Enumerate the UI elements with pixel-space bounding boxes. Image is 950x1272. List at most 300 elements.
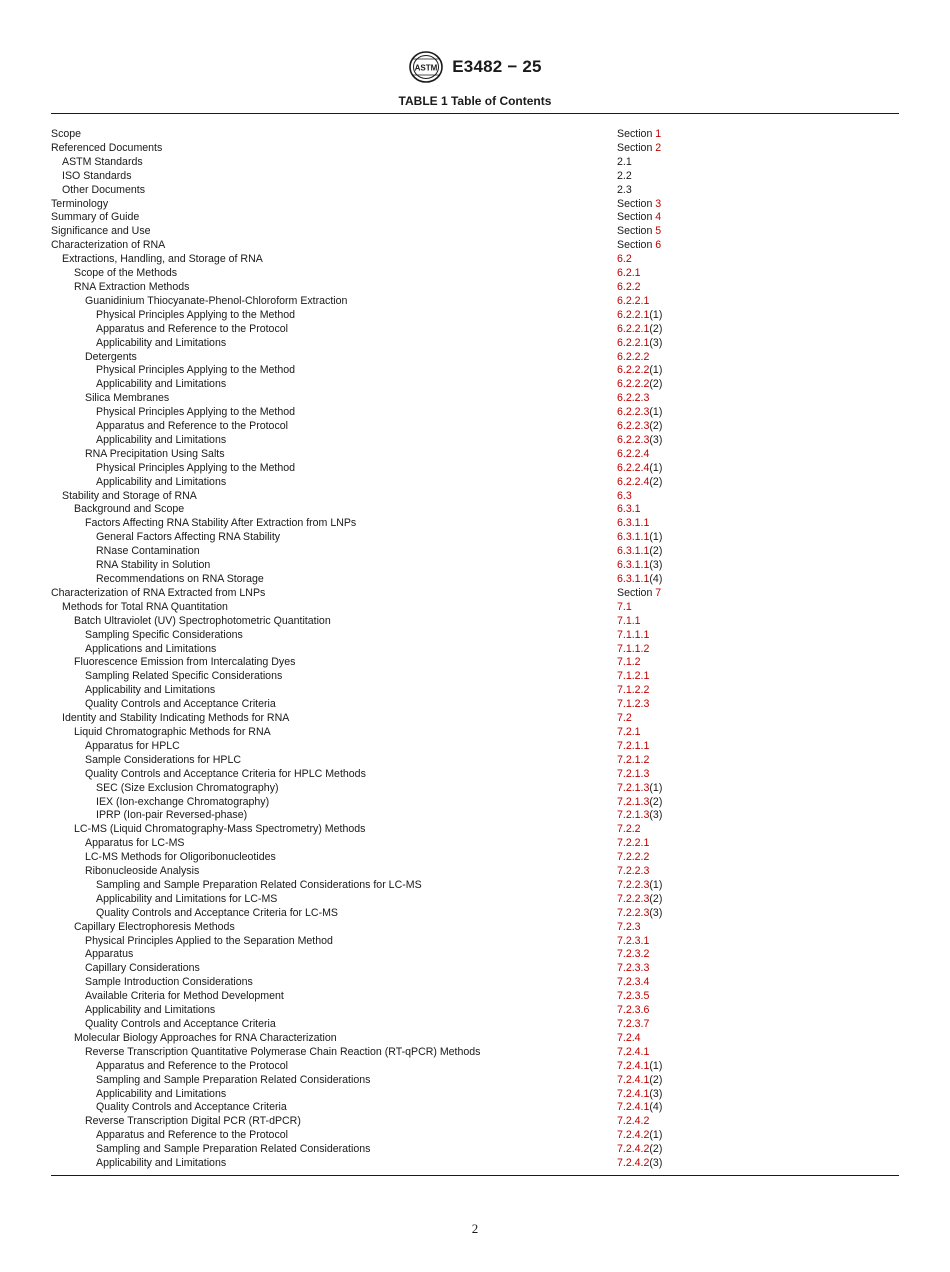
toc-row	[51, 406, 899, 420]
toc-entry-reference	[617, 726, 641, 740]
ref-suffix: (3)	[649, 1157, 663, 1170]
ref-suffix: (4)	[649, 1101, 663, 1114]
toc-entry-reference	[617, 1032, 641, 1046]
toc-entry-reference	[617, 865, 649, 879]
toc-row	[51, 670, 899, 684]
toc-entry-title: Quality Controls and Acceptance Criteria	[85, 698, 276, 711]
section-link[interactable]: 7.2.4.2	[617, 1143, 650, 1156]
top-rule	[51, 113, 899, 114]
toc-entry-title: Methods for Total RNA Quantitation	[62, 600, 228, 613]
ref-prefix: 2.3	[617, 183, 632, 196]
toc-row	[51, 935, 899, 949]
section-link[interactable]: 6.3	[617, 489, 632, 502]
toc-entry-title: Sampling Related Specific Considerations	[85, 670, 283, 683]
toc-entry-reference	[617, 782, 662, 796]
toc-row	[51, 587, 899, 601]
toc-row	[51, 156, 899, 170]
section-link[interactable]: 7.2.4.1	[617, 1059, 650, 1072]
toc-row	[51, 462, 899, 476]
toc-row	[51, 364, 899, 378]
toc-row	[51, 601, 899, 615]
section-link[interactable]: 6.2.2.3	[617, 420, 650, 433]
toc-entry-title: Quality Controls and Acceptance Criteria for HPLC Methods	[85, 767, 366, 780]
ref-suffix: (1)	[649, 878, 663, 891]
ref-suffix: (3)	[649, 906, 663, 919]
section-link[interactable]: 7.2.3.4	[617, 976, 650, 989]
toc-row	[51, 490, 899, 504]
section-link[interactable]: 7.2.4.1	[617, 1073, 650, 1086]
toc-entry-reference	[617, 976, 649, 990]
section-link[interactable]: 7.2.3.5	[617, 990, 650, 1003]
toc-entry-reference	[617, 796, 662, 810]
ref-prefix: 2.1	[617, 155, 632, 168]
toc-entry-title: Silica Membranes	[85, 392, 170, 405]
toc-entry-title: Characterization of RNA	[51, 239, 166, 252]
toc-entry-title: Physical Principles Applying to the Method	[96, 406, 296, 419]
toc-row	[51, 517, 899, 531]
toc-entry-title: Reverse Transcription Digital PCR (RT-dPCR)	[85, 1115, 301, 1128]
toc-entry-reference	[617, 573, 662, 587]
section-link[interactable]: 2	[655, 141, 662, 154]
toc-row	[51, 754, 899, 768]
toc-entry-title: LC-MS Methods for Oligoribonucleotides	[85, 851, 276, 864]
section-link[interactable]: 7.2.2.2	[617, 851, 650, 864]
toc-entry-reference	[617, 128, 661, 142]
ref-prefix: Section	[617, 586, 656, 599]
toc-entry-reference	[617, 948, 649, 962]
toc-entry-reference	[617, 629, 649, 643]
toc-entry-title: Other Documents	[62, 183, 146, 196]
toc-entry-reference	[617, 656, 641, 670]
ref-suffix: (3)	[649, 433, 663, 446]
section-link[interactable]: 7.2.3.7	[617, 1018, 650, 1030]
toc-row	[51, 295, 899, 309]
toc-row	[51, 476, 899, 490]
toc-row	[51, 378, 899, 392]
section-link[interactable]: 7.1.2	[617, 656, 641, 669]
toc-entry-reference	[617, 337, 662, 351]
toc-entry-title: Scope	[51, 128, 82, 140]
toc-entry-title: IEX (Ion-exchange Chromatography)	[96, 795, 270, 808]
toc-row	[51, 225, 899, 239]
toc-row	[51, 448, 899, 462]
toc-entry-reference	[617, 142, 661, 156]
astm-logo-icon	[408, 50, 444, 84]
section-link[interactable]: 7.2.1.3	[617, 809, 650, 822]
toc-entry-title: Scope of the Methods	[74, 267, 178, 280]
section-link[interactable]: 6.2.2.3	[617, 406, 650, 419]
section-link[interactable]: 7.2.2.3	[617, 892, 650, 905]
toc-entry-reference	[617, 559, 662, 573]
toc-entry-reference	[617, 935, 649, 949]
section-link[interactable]: 7.1.1.1	[617, 628, 650, 641]
section-link[interactable]: 6.2.2.4	[617, 461, 650, 474]
toc-entry-title: Terminology	[51, 197, 109, 210]
section-link[interactable]: 7.2.4.2	[617, 1115, 650, 1128]
toc-entry-reference	[617, 434, 662, 448]
toc-entry-title: RNA Extraction Methods	[74, 280, 190, 293]
toc-entry-reference	[617, 615, 641, 629]
ref-suffix: (3)	[649, 559, 663, 572]
ref-suffix: (4)	[649, 573, 663, 585]
section-link[interactable]: 7.2.4.1	[617, 1045, 650, 1058]
toc-row	[51, 837, 899, 851]
toc-entry-reference	[617, 1157, 662, 1171]
toc-entry-reference	[617, 1101, 662, 1115]
section-link[interactable]: 6	[655, 239, 662, 252]
section-link[interactable]: 7.2.3.1	[617, 934, 650, 947]
toc-entry-title: General Factors Affecting RNA Stability	[96, 531, 281, 544]
toc-entry-reference	[617, 503, 641, 517]
toc-entry-title: Reverse Transcription Quantitative Polymerase Chain Reaction (RT-qPCR) Methods	[85, 1045, 481, 1058]
toc-row	[51, 823, 899, 837]
toc-entry-reference	[617, 351, 649, 365]
section-link[interactable]: 1	[655, 128, 662, 140]
ref-suffix: (1)	[649, 1129, 663, 1142]
toc-entry-reference	[617, 893, 662, 907]
toc-entry-reference	[617, 281, 641, 295]
ref-suffix: (1)	[649, 781, 663, 794]
toc-table	[51, 128, 899, 1171]
section-link[interactable]: 7.1.2.2	[617, 684, 650, 697]
ref-suffix: (3)	[649, 336, 663, 349]
toc-entry-reference	[617, 1046, 649, 1060]
toc-entry-reference	[617, 517, 649, 531]
ref-suffix: (1)	[649, 308, 663, 321]
ref-prefix: 2.2	[617, 169, 632, 182]
section-link[interactable]: 6.2.2	[617, 280, 641, 293]
section-link[interactable]: 7.2.3.3	[617, 962, 650, 975]
ref-suffix: (2)	[649, 378, 663, 391]
section-link[interactable]: 7.2.1.3	[617, 795, 650, 808]
toc-row	[51, 684, 899, 698]
section-link[interactable]: 6.3.1.1	[617, 559, 650, 572]
section-link[interactable]: 6.3.1	[617, 503, 641, 516]
toc-entry-reference	[617, 448, 649, 462]
section-link[interactable]: 7.2.1.2	[617, 753, 650, 766]
toc-entry-title: Factors Affecting RNA Stability After Extraction from LNPs	[85, 517, 357, 530]
toc-entry-title: Referenced Documents	[51, 141, 163, 154]
toc-entry-reference	[617, 837, 649, 851]
toc-row	[51, 503, 899, 517]
toc-entry-title: Molecular Biology Approaches for RNA Characterization	[74, 1031, 337, 1044]
toc-entry-reference	[617, 809, 662, 823]
page-number: 2	[471, 1221, 479, 1236]
toc-entry-title: Guanidinium Thiocyanate-Phenol-Chloroform Extraction	[85, 294, 348, 307]
section-link[interactable]: 6.3.1.1	[617, 531, 650, 544]
toc-row	[51, 865, 899, 879]
toc-entry-reference	[617, 309, 662, 323]
section-link[interactable]: 6.2.2.1	[617, 308, 650, 321]
toc-row	[51, 1018, 899, 1032]
toc-entry-title: RNA Stability in Solution	[96, 559, 211, 572]
toc-entry-title: Applicability and Limitations for LC-MS	[96, 892, 278, 905]
toc-row	[51, 796, 899, 810]
toc-row	[51, 239, 899, 253]
toc-entry-title: ASTM Standards	[62, 155, 143, 168]
toc-entry-title: Physical Principles Applying to the Method	[96, 364, 296, 377]
ref-suffix: (2)	[649, 892, 663, 905]
ref-suffix: (3)	[649, 809, 663, 822]
section-link[interactable]: 7.2.4	[617, 1031, 641, 1044]
toc-row	[51, 1088, 899, 1102]
section-link[interactable]: 6.2.2.1	[617, 322, 650, 335]
toc-entry-reference	[617, 476, 662, 490]
toc-row	[51, 712, 899, 726]
toc-row	[51, 1143, 899, 1157]
toc-row	[51, 545, 899, 559]
toc-row	[51, 698, 899, 712]
section-link[interactable]: 7.2.1	[617, 725, 641, 738]
toc-entry-title: Characterization of RNA Extracted from LNPs	[51, 586, 266, 599]
ref-suffix: (2)	[649, 475, 663, 488]
toc-entry-reference	[617, 490, 632, 504]
toc-entry-reference	[617, 392, 649, 406]
toc-row	[51, 531, 899, 545]
toc-row	[51, 629, 899, 643]
section-link[interactable]: 6.2.2.2	[617, 364, 650, 377]
toc-entry-reference	[617, 754, 649, 768]
section-link[interactable]: 7.1	[617, 600, 632, 613]
section-link[interactable]: 6.2.2.3	[617, 433, 650, 446]
toc-entry-title: Sampling and Sample Preparation Related Considerations	[96, 1073, 371, 1086]
toc-entry-title: Sample Considerations for HPLC	[85, 753, 242, 766]
section-link[interactable]: 6.2.2.4	[617, 447, 650, 460]
toc-entry-title: IPRP (Ion-pair Reversed-phase)	[96, 809, 248, 822]
toc-entry-title: Apparatus and Reference to the Protocol	[96, 1059, 288, 1072]
toc-entry-title: Stability and Storage of RNA	[62, 489, 197, 502]
toc-entry-title: Applicability and Limitations	[96, 336, 227, 349]
section-link[interactable]: 6.2.2.2	[617, 378, 650, 391]
toc-row	[51, 170, 899, 184]
section-link[interactable]: 7.2	[617, 712, 632, 725]
toc-entry-title: Applicability and Limitations	[85, 1004, 216, 1017]
document-designation: E3482 − 25	[452, 57, 542, 76]
toc-entry-reference	[617, 170, 632, 184]
section-link[interactable]: 6.2	[617, 253, 632, 266]
section-link[interactable]: 7.2.4.2	[617, 1129, 650, 1142]
section-link[interactable]: 7.2.3	[617, 920, 641, 933]
toc-entry-reference	[617, 267, 641, 281]
toc-entry-reference	[617, 907, 662, 921]
toc-entry-title: Sample Introduction Considerations	[85, 976, 253, 989]
section-link[interactable]: 7.1.2.1	[617, 670, 650, 683]
toc-entry-title: Significance and Use	[51, 225, 151, 238]
toc-entry-title: Applicability and Limitations	[96, 433, 227, 446]
page-header	[0, 50, 950, 84]
toc-entry-reference	[617, 1018, 649, 1032]
toc-row	[51, 615, 899, 629]
toc-entry-reference	[617, 198, 661, 212]
section-link[interactable]: 6.2.2.1	[617, 294, 650, 307]
toc-row	[51, 1046, 899, 1060]
toc-entry-reference	[617, 1143, 662, 1157]
toc-entry-title: Physical Principles Applied to the Separation Method	[85, 934, 333, 947]
toc-entry-reference	[617, 601, 632, 615]
toc-entry-title: Background and Scope	[74, 503, 185, 516]
toc-entry-reference	[617, 323, 662, 337]
toc-entry-title: Available Criteria for Method Development	[85, 990, 284, 1003]
toc-row	[51, 184, 899, 198]
toc-row	[51, 211, 899, 225]
toc-row	[51, 392, 899, 406]
section-link[interactable]: 6.3.1.1	[617, 545, 650, 558]
toc-row	[51, 267, 899, 281]
section-link[interactable]: 7.2.1.1	[617, 739, 650, 752]
toc-row	[51, 1129, 899, 1143]
section-link[interactable]: 6.2.2.4	[617, 475, 650, 488]
ref-prefix: Section	[617, 141, 656, 154]
toc-row	[51, 1060, 899, 1074]
toc-entry-reference	[617, 253, 632, 267]
toc-row	[51, 656, 899, 670]
toc-row	[51, 337, 899, 351]
toc-entry-title: Apparatus for HPLC	[85, 739, 180, 752]
toc-row	[51, 420, 899, 434]
toc-row	[51, 726, 899, 740]
toc-entry-title: RNA Precipitation Using Salts	[85, 447, 225, 460]
toc-row	[51, 559, 899, 573]
toc-entry-title: Apparatus and Reference to the Protocol	[96, 420, 288, 433]
toc-row	[51, 253, 899, 267]
section-link[interactable]: 6.2.2.3	[617, 392, 650, 405]
toc-entry-title: Extractions, Handling, and Storage of RNA	[62, 253, 263, 266]
toc-row	[51, 1074, 899, 1088]
toc-entry-title: Physical Principles Applying to the Method	[96, 308, 296, 321]
toc-row	[51, 976, 899, 990]
toc-entry-title: Recommendations on RNA Storage	[96, 573, 264, 585]
section-link[interactable]: 6.2.2.2	[617, 350, 650, 363]
section-link[interactable]: 7.1.1.2	[617, 642, 650, 655]
section-link[interactable]: 6.3.1.1	[617, 517, 650, 530]
toc-entry-reference	[617, 225, 661, 239]
toc-entry-reference	[617, 184, 632, 198]
toc-entry-reference	[617, 211, 661, 225]
ref-prefix: Section	[617, 197, 656, 210]
toc-entry-reference	[617, 587, 661, 601]
section-link[interactable]: 4	[655, 211, 662, 224]
ref-suffix: (1)	[649, 1059, 663, 1072]
section-link[interactable]: 6.2.2.1	[617, 336, 650, 349]
ref-suffix: (2)	[649, 1073, 663, 1086]
toc-entry-reference	[617, 712, 632, 726]
toc-entry-reference	[617, 378, 662, 392]
toc-entry-reference	[617, 1129, 662, 1143]
toc-entry-reference	[617, 531, 662, 545]
toc-row	[51, 921, 899, 935]
toc-entry-reference	[617, 768, 649, 782]
section-link[interactable]: 7.2.2.3	[617, 906, 650, 919]
toc-row	[51, 281, 899, 295]
toc-entry-reference	[617, 295, 649, 309]
section-link[interactable]: 7.2.4.2	[617, 1157, 650, 1170]
toc-entry-title: Applicability and Limitations	[96, 1087, 227, 1100]
toc-entry-title: Physical Principles Applying to the Method	[96, 461, 296, 474]
toc-row	[51, 1101, 899, 1115]
toc-row	[51, 1115, 899, 1129]
section-link[interactable]: 5	[655, 225, 662, 238]
section-link[interactable]: 6.2.1	[617, 267, 641, 280]
toc-entry-reference	[617, 684, 649, 698]
ref-suffix: (2)	[649, 322, 663, 335]
toc-entry-title: Applicability and Limitations	[96, 475, 227, 488]
toc-entry-title: Fluorescence Emission from Intercalating Dyes	[74, 656, 296, 669]
toc-row	[51, 643, 899, 657]
toc-entry-reference	[617, 545, 662, 559]
section-link[interactable]: 7.2.1.3	[617, 781, 650, 794]
toc-entry-title: Quality Controls and Acceptance Criteria	[96, 1101, 287, 1114]
toc-entry-title: Quality Controls and Acceptance Criteria	[85, 1018, 276, 1030]
ref-suffix: (1)	[649, 531, 663, 544]
toc-row	[51, 962, 899, 976]
ref-suffix: (1)	[649, 461, 663, 474]
section-link[interactable]: 7.2.2.3	[617, 865, 650, 878]
toc-row	[51, 990, 899, 1004]
toc-entry-title: SEC (Size Exclusion Chromatography)	[96, 781, 279, 794]
toc-entry-title: ISO Standards	[62, 169, 132, 182]
section-link[interactable]: 7.2.4.1	[617, 1101, 650, 1114]
toc-entry-reference	[617, 1115, 649, 1129]
toc-entry-title: Sampling Specific Considerations	[85, 628, 243, 641]
toc-entry-title: Applications and Limitations	[85, 642, 217, 655]
toc-entry-reference	[617, 1004, 649, 1018]
toc-row	[51, 323, 899, 337]
toc-entry-title: Sampling and Sample Preparation Related Considerations	[96, 1143, 371, 1156]
toc-entry-title: Applicability and Limitations	[96, 1157, 227, 1170]
toc-row	[51, 907, 899, 921]
toc-row	[51, 768, 899, 782]
toc-row	[51, 893, 899, 907]
toc-entry-title: Apparatus and Reference to the Protocol	[96, 322, 288, 335]
toc-entry-title: Apparatus and Reference to the Protocol	[96, 1129, 288, 1142]
toc-entry-reference	[617, 921, 641, 935]
toc-row	[51, 851, 899, 865]
section-link[interactable]: 7.2.3.2	[617, 948, 650, 961]
toc-entry-title: Batch Ultraviolet (UV) Spectrophotometric Quantitation	[74, 614, 331, 627]
section-link[interactable]: 7	[655, 586, 662, 599]
toc-entry-title: Quality Controls and Acceptance Criteria for LC-MS	[96, 906, 338, 919]
toc-row	[51, 1004, 899, 1018]
section-link[interactable]: 7.2.4.1	[617, 1087, 650, 1100]
ref-prefix: Section	[617, 128, 656, 140]
section-link[interactable]: 6.3.1.1	[617, 573, 650, 585]
toc-entry-title: LC-MS (Liquid Chromatography-Mass Spectrometry) Methods	[74, 823, 366, 836]
toc-entry-reference	[617, 740, 649, 754]
section-link[interactable]: 7.2.1.3	[617, 767, 650, 780]
logo-text: ASTM	[414, 63, 438, 73]
toc-row	[51, 128, 899, 142]
section-link[interactable]: 7.1.2.3	[617, 698, 650, 711]
toc-row	[51, 879, 899, 893]
section-link[interactable]: 3	[655, 197, 662, 210]
toc-row	[51, 142, 899, 156]
toc-row	[51, 740, 899, 754]
toc-entry-reference	[617, 462, 662, 476]
toc-entry-reference	[617, 156, 632, 170]
section-link[interactable]: 7.2.3.6	[617, 1004, 650, 1017]
section-link[interactable]: 7.2.2.1	[617, 837, 650, 850]
section-link[interactable]: 7.2.2	[617, 823, 641, 836]
toc-row	[51, 809, 899, 823]
toc-row	[51, 434, 899, 448]
section-link[interactable]: 7.2.2.3	[617, 878, 650, 891]
toc-row	[51, 948, 899, 962]
ref-suffix: (1)	[649, 406, 663, 419]
toc-entry-reference	[617, 643, 649, 657]
toc-entry-reference	[617, 239, 661, 253]
toc-entry-title: Summary of Guide	[51, 211, 140, 224]
section-link[interactable]: 7.1.1	[617, 614, 641, 627]
